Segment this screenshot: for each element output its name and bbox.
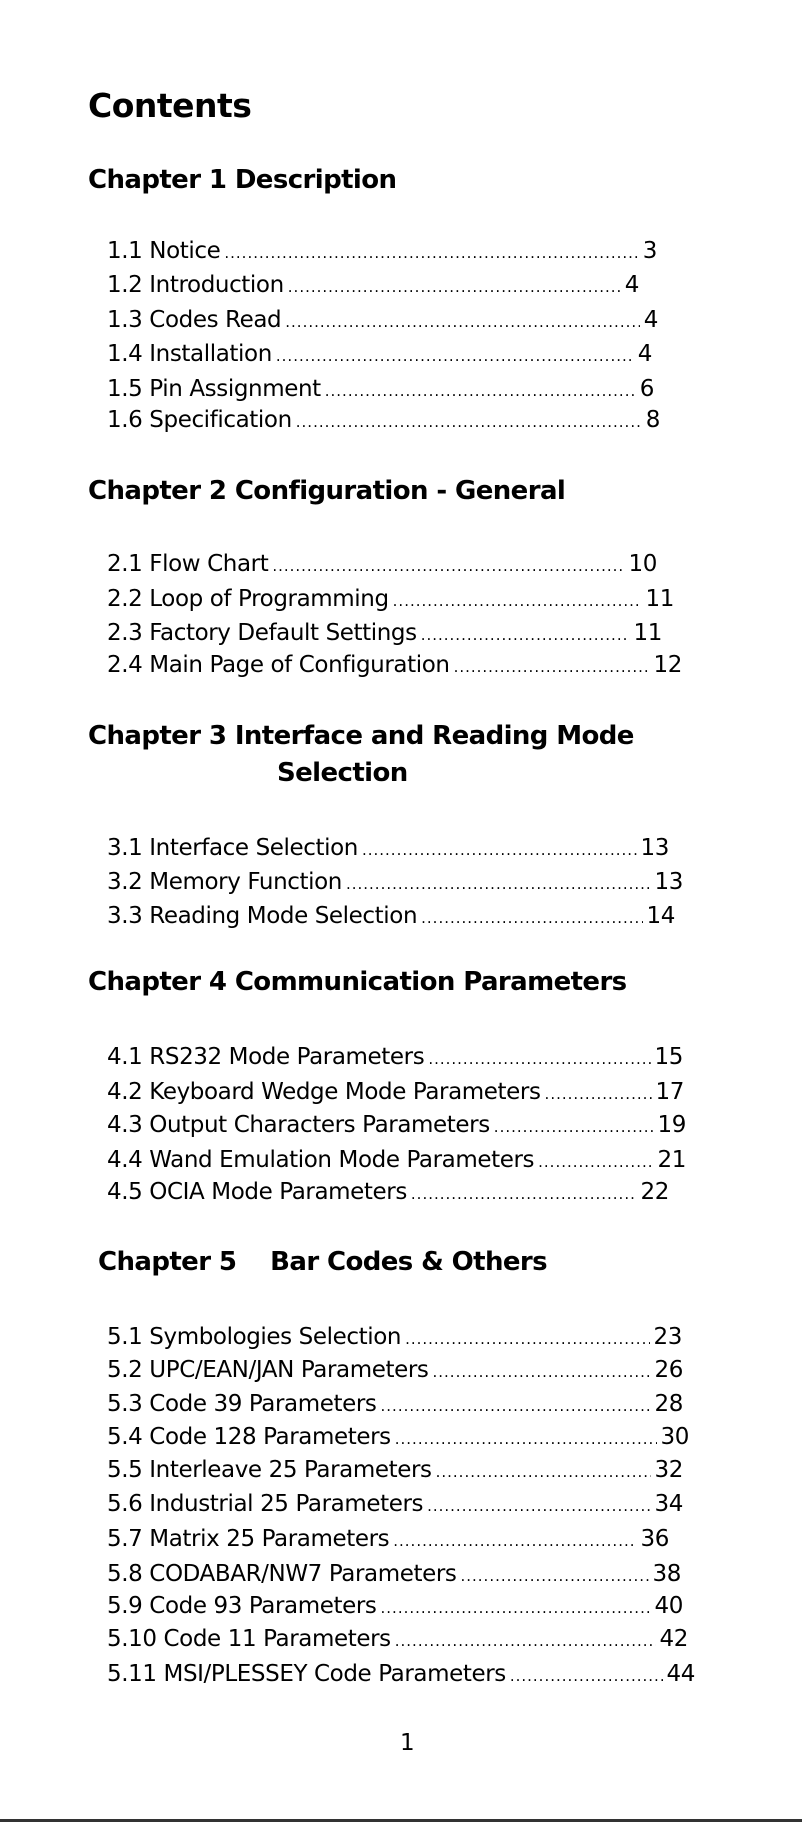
toc-entry-page: 11 [633,620,662,646]
toc-entry-page: 38 [652,1561,681,1587]
toc-entry-page: 4 [637,341,652,367]
toc-entry-page: 21 [657,1147,686,1173]
toc-entry-page: 4 [643,307,658,333]
dot-leader [362,841,637,859]
toc-entry[interactable] [107,238,657,270]
toc-entry[interactable] [107,272,639,304]
toc-entry-label: 5.9 Code 93 Parameters [107,1593,377,1619]
toc-entry[interactable] [107,620,662,652]
bottom-divider [0,1819,802,1822]
dot-leader [285,313,640,331]
toc-entry-label: 1.4 Installation [107,341,272,367]
toc-entry-label: 1.5 Pin Assignment [107,376,321,402]
toc-entry-page: 13 [654,869,683,895]
dot-leader [411,1185,637,1203]
dot-leader [421,909,642,927]
dot-leader [395,1430,657,1448]
toc-entry[interactable] [107,869,683,901]
toc-entry-page: 8 [645,407,660,433]
toc-entry[interactable] [107,586,674,618]
dot-leader [395,1632,656,1650]
dot-leader [433,1363,651,1381]
toc-entry-label: 2.2 Loop of Programming [107,586,389,612]
toc-entry-page: 32 [654,1457,683,1483]
toc-entry-label: 5.7 Matrix 25 Parameters [107,1526,390,1552]
toc-entry-label: 4.5 OCIA Mode Parameters [107,1179,407,1205]
dot-leader [494,1118,654,1136]
toc-entry-page: 30 [660,1424,689,1450]
dot-leader [224,244,638,262]
toc-entry-label: 5.11 MSI/PLESSEY Code Parameters [107,1661,506,1687]
toc-entry-page: 40 [654,1593,683,1619]
toc-entry[interactable] [107,1079,684,1111]
toc-entry[interactable] [107,1457,683,1489]
toc-entry-label: 2.1 Flow Chart [107,551,269,577]
page-number: 1 [400,1730,415,1756]
toc-entry[interactable] [107,1324,682,1356]
toc-entry-label: 5.3 Code 39 Parameters [107,1391,377,1417]
dot-leader [460,1567,648,1585]
dot-leader [393,1532,636,1550]
toc-entry-label: 5.2 UPC/EAN/JAN Parameters [107,1357,429,1383]
toc-entry[interactable] [107,1179,669,1211]
toc-entry[interactable] [107,1424,689,1456]
dot-leader [288,278,621,296]
toc-entry-label: 3.3 Reading Mode Selection [107,903,418,929]
toc-entry-page: 10 [628,551,657,577]
toc-entry-label: 4.1 RS232 Mode Parameters [107,1044,425,1070]
dot-leader [538,1153,653,1171]
dot-leader [381,1397,651,1415]
toc-entry-page: 26 [654,1357,683,1383]
chapter-heading-continued: Selection [277,758,408,788]
page-title: Contents [88,86,252,125]
toc-entry[interactable] [107,1526,669,1558]
dot-leader [436,1463,651,1481]
toc-entry[interactable] [107,341,652,373]
toc-entry[interactable] [107,1593,683,1625]
toc-entry-label: 5.1 Symbologies Selection [107,1324,402,1350]
toc-entry[interactable] [107,652,682,684]
toc-entry-label: 3.1 Interface Selection [107,835,358,861]
chapter-heading: Chapter 4 Communication Parameters [88,967,627,997]
toc-entry-label: 3.2 Memory Function [107,869,342,895]
dot-leader [381,1599,651,1617]
toc-entry-page: 12 [653,652,682,678]
toc-entry-label: 5.10 Code 11 Parameters [107,1626,391,1652]
toc-entry-label: 4.4 Wand Emulation Mode Parameters [107,1147,535,1173]
dot-leader [346,875,651,893]
toc-entry-page: 34 [654,1491,683,1517]
chapter-heading: Chapter 2 Configuration - General [88,476,566,506]
toc-entry-label: 2.3 Factory Default Settings [107,620,417,646]
toc-entry-page: 42 [659,1626,688,1652]
toc-entry[interactable] [107,1147,686,1179]
dot-leader [545,1085,652,1103]
dot-leader [427,1497,650,1515]
toc-entry[interactable] [107,1661,695,1693]
toc-entry-page: 11 [645,586,674,612]
dot-leader [272,557,624,575]
toc-entry[interactable] [107,1626,688,1658]
dot-leader [325,382,636,400]
toc-entry-page: 36 [640,1526,669,1552]
toc-entry[interactable] [107,1491,683,1523]
toc-entry-page: 28 [654,1391,683,1417]
toc-entry-label: 4.3 Output Characters Parameters [107,1112,490,1138]
dot-leader [510,1667,663,1685]
toc-entry-label: 1.6 Specification [107,407,292,433]
toc-entry[interactable] [107,407,660,439]
toc-entry-page: 15 [654,1044,683,1070]
toc-entry-page: 3 [642,238,657,264]
dot-leader [454,658,650,676]
chapter-heading: Chapter 1 Description [88,165,397,195]
toc-entry-label: 5.6 Industrial 25 Parameters [107,1491,424,1517]
toc-entry-label: 1.1 Notice [107,238,221,264]
chapter-heading: Chapter 3 Interface and Reading Mode [88,721,634,751]
toc-entry-label: 1.3 Codes Read [107,307,282,333]
toc-entry-page: 19 [657,1112,686,1138]
toc-entry-page: 22 [640,1179,669,1205]
toc-entry[interactable] [107,1391,683,1423]
toc-entry-page: 4 [624,272,639,298]
toc-entry[interactable] [107,1357,683,1389]
toc-entry-page: 44 [666,1661,695,1687]
toc-entry-label: 2.4 Main Page of Configuration [107,652,450,678]
toc-entry[interactable] [107,551,657,583]
toc-entry-label: 5.5 Interleave 25 Parameters [107,1457,432,1483]
dot-leader [296,413,642,431]
toc-entry-page: 23 [653,1324,682,1350]
toc-entry-page: 13 [640,835,669,861]
dot-leader [405,1330,649,1348]
toc-entry[interactable] [107,1112,686,1144]
dot-leader [276,347,634,365]
toc-entry[interactable] [107,1044,683,1076]
toc-entry-page: 17 [655,1079,684,1105]
toc-entry-label: 5.8 CODABAR/NW7 Parameters [107,1561,457,1587]
dot-leader [421,626,630,644]
toc-entry-label: 5.4 Code 128 Parameters [107,1424,391,1450]
dot-leader [428,1050,650,1068]
toc-entry-label: 1.2 Introduction [107,272,284,298]
toc-entry[interactable] [107,835,669,867]
toc-entry[interactable] [107,376,654,408]
chapter-heading: Chapter 5 Bar Codes & Others [98,1247,548,1277]
toc-entry[interactable] [107,307,658,339]
toc-entry-page: 14 [646,903,675,929]
dot-leader [393,592,642,610]
toc-entry-page: 6 [639,376,654,402]
toc-entry[interactable] [107,1561,681,1593]
toc-entry-label: 4.2 Keyboard Wedge Mode Parameters [107,1079,541,1105]
toc-entry[interactable] [107,903,675,935]
